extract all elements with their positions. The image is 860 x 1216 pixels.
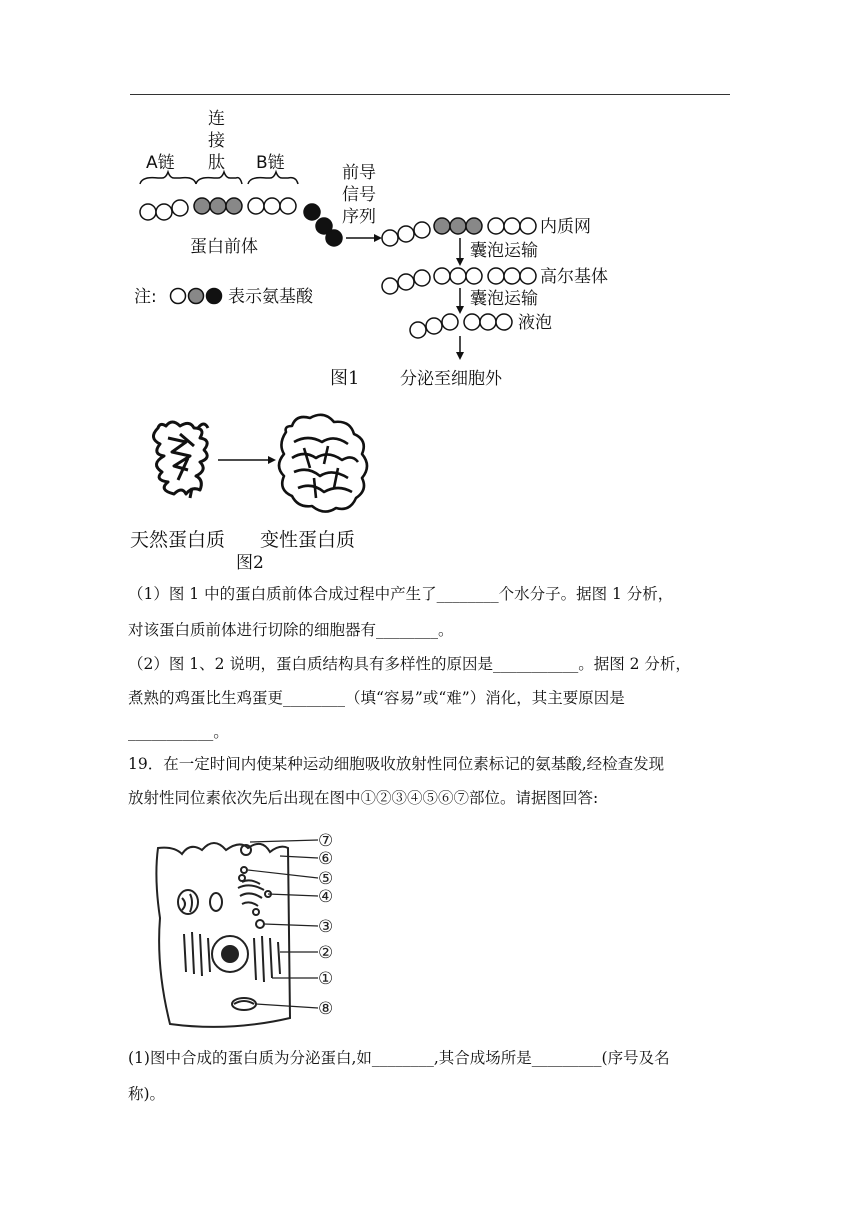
mitochondrion-2 — [210, 893, 222, 911]
signal-seq-1: 前导 — [342, 163, 376, 183]
q2-line3: ___________。 — [128, 723, 229, 741]
cell-label-2: ② — [318, 943, 334, 963]
q19-sub1-line2: 称)。 — [128, 1085, 166, 1103]
chain-b-label: B链 — [256, 153, 285, 173]
vesicle-transport-1: 囊泡运输 — [470, 241, 538, 261]
cell-label-7: ⑦ — [318, 831, 334, 851]
native-protein-drawing — [153, 422, 208, 498]
er-label: 内质网 — [540, 217, 591, 237]
legend-amino-acids — [171, 289, 222, 304]
note-prefix: 注: — [134, 287, 157, 307]
native-protein-label: 天然蛋白质 — [130, 529, 226, 551]
golgi-label: 高尔基体 — [540, 267, 608, 287]
chain-a-label: A链 — [146, 153, 175, 173]
figure-1 — [120, 100, 640, 400]
q19-line2: 放射性同位素依次先后出现在图中①②③④⑤⑥⑦部位。请据图回答: — [128, 789, 599, 807]
signal-seq-3: 序列 — [342, 207, 376, 227]
q19-sub1-line1: (1)图中合成的蛋白质为分泌蛋白,如________,其合成场所是_________(序号及名 — [128, 1049, 670, 1067]
vacuole-chain — [410, 314, 512, 338]
golgi — [238, 880, 264, 906]
connecting-peptide-brace — [196, 172, 242, 184]
figure-2-caption: 图2 — [236, 553, 264, 573]
precursor-label: 蛋白前体 — [190, 237, 258, 257]
cell-label-8: ⑧ — [318, 999, 334, 1019]
secretion-label: 分泌至细胞外 — [400, 369, 502, 389]
cell-label-6: ⑥ — [318, 849, 334, 869]
cell-label-5: ⑤ — [318, 869, 334, 889]
cell-label-3: ③ — [318, 917, 334, 937]
vesicle-3 — [256, 920, 264, 928]
chain-a-brace — [140, 172, 196, 184]
q1-line1: （1）图 1 中的蛋白质前体合成过程中产生了________个水分子。据图 1 分析， — [128, 585, 674, 603]
chain-b-brace — [248, 172, 298, 184]
vesicle-transport-2: 囊泡运输 — [470, 289, 538, 309]
signal-seq-2: 信号 — [342, 185, 376, 205]
cell-label-1: ① — [318, 969, 334, 989]
connecting-peptide-3: 肽 — [208, 153, 225, 173]
figure-2 — [128, 398, 388, 574]
denatured-protein-drawing — [279, 415, 367, 512]
vacuole-label: 液泡 — [518, 313, 552, 333]
mitochondrion-1 — [178, 890, 198, 914]
cell-diagram — [130, 818, 360, 1036]
connecting-peptide-2: 接 — [208, 131, 225, 151]
header-rule — [130, 94, 730, 95]
q2-line1: （2）图 1、2 说明，蛋白质结构具有多样性的原因是___________。据图 2 分析， — [128, 655, 691, 673]
denatured-protein-label: 变性蛋白质 — [260, 529, 356, 551]
cell-membrane — [156, 843, 290, 1027]
connecting-peptide-1: 连 — [208, 109, 225, 129]
q19-line1: 19．在一定时间内使某种运动细胞吸收放射性同位素标记的氨基酸,经检查发现 — [128, 755, 665, 773]
note-text: 表示氨基酸 — [228, 287, 313, 307]
cell-label-4: ④ — [318, 887, 334, 907]
q1-line2: 对该蛋白质前体进行切除的细胞器有________。 — [128, 621, 454, 639]
figure-1-caption: 图1 — [330, 368, 360, 389]
q2-line2: 煮熟的鸡蛋比生鸡蛋更________（填“容易”或“难”）消化，其主要原因是 — [128, 689, 625, 707]
vesicle-5 — [241, 867, 247, 873]
